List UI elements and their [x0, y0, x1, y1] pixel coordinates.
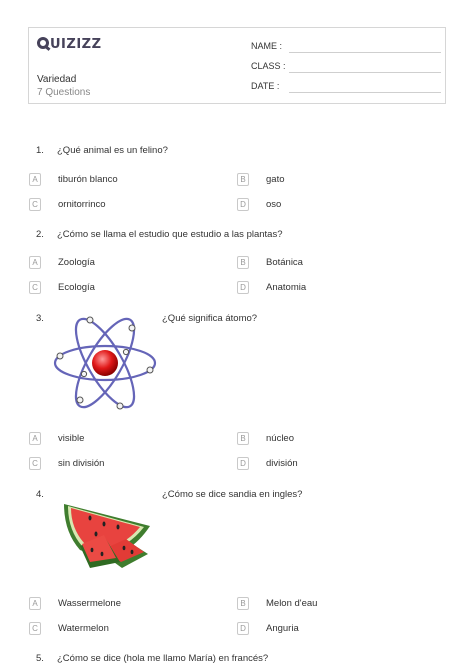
option-text: tiburón blanco	[58, 174, 118, 185]
worksheet-subtitle: 7 Questions	[37, 87, 91, 98]
name-line	[289, 52, 441, 53]
class-field[interactable]	[251, 61, 441, 73]
option-text: Melon d'eau	[266, 598, 318, 609]
option-letter: C	[29, 281, 41, 294]
option-letter: B	[237, 256, 249, 269]
option-letter: A	[29, 597, 41, 610]
worksheet-title: Variedad	[37, 74, 77, 85]
option-letter: D	[237, 281, 249, 294]
atom-icon	[52, 306, 158, 420]
option-letter: B	[237, 597, 249, 610]
option-text: ornitorrinco	[58, 199, 106, 210]
option-letter: D	[237, 622, 249, 635]
class-line	[289, 72, 441, 73]
question-text: ¿Qué significa átomo?	[162, 313, 258, 324]
option-letter: C	[29, 198, 41, 211]
q-logo-icon	[37, 37, 49, 49]
option-text: Ecología	[58, 282, 95, 293]
option-text: oso	[266, 199, 282, 210]
option-text: gato	[266, 174, 285, 185]
question-number: 5.	[36, 653, 44, 664]
option-letter: B	[237, 432, 249, 445]
question-number: 3.	[36, 313, 44, 324]
name-label: NAME :	[251, 41, 283, 51]
quizizz-logo: UIZIZZ	[37, 37, 102, 52]
option-letter: C	[29, 457, 41, 470]
date-label: DATE :	[251, 81, 280, 91]
option-letter: D	[237, 457, 249, 470]
date-field[interactable]	[251, 81, 441, 93]
option-text: Botánica	[266, 257, 303, 268]
question-text: ¿Cómo se dice (hola me llamo María) en francés?	[57, 653, 269, 664]
question-number: 2.	[36, 229, 44, 240]
option-letter: A	[29, 432, 41, 445]
question-text: ¿Qué animal es un felino?	[57, 145, 168, 156]
option-text: Anguria	[266, 623, 299, 634]
name-field[interactable]	[251, 41, 441, 53]
option-text: división	[266, 458, 298, 469]
class-label: CLASS :	[251, 61, 286, 71]
option-text: Anatomia	[266, 282, 307, 293]
option-text: núcleo	[266, 433, 294, 444]
question-text: ¿Cómo se dice sandia en ingles?	[162, 489, 303, 500]
question-text: ¿Cómo se llama el estudio que estudio a las plantas?	[57, 229, 283, 240]
option-text: visible	[58, 433, 85, 444]
option-letter: A	[29, 173, 41, 186]
option-text: Zoología	[58, 257, 95, 268]
worksheet-header	[28, 27, 446, 104]
option-text: Wassermelone	[58, 598, 122, 609]
option-letter: B	[237, 173, 249, 186]
option-letter: A	[29, 256, 41, 269]
watermelon-icon	[60, 496, 156, 572]
option-letter: D	[237, 198, 249, 211]
option-text: Watermelon	[58, 623, 109, 634]
question-number: 4.	[36, 489, 44, 500]
date-line	[289, 92, 441, 93]
question-number: 1.	[36, 145, 44, 156]
option-text: sin división	[58, 458, 105, 469]
option-letter: C	[29, 622, 41, 635]
